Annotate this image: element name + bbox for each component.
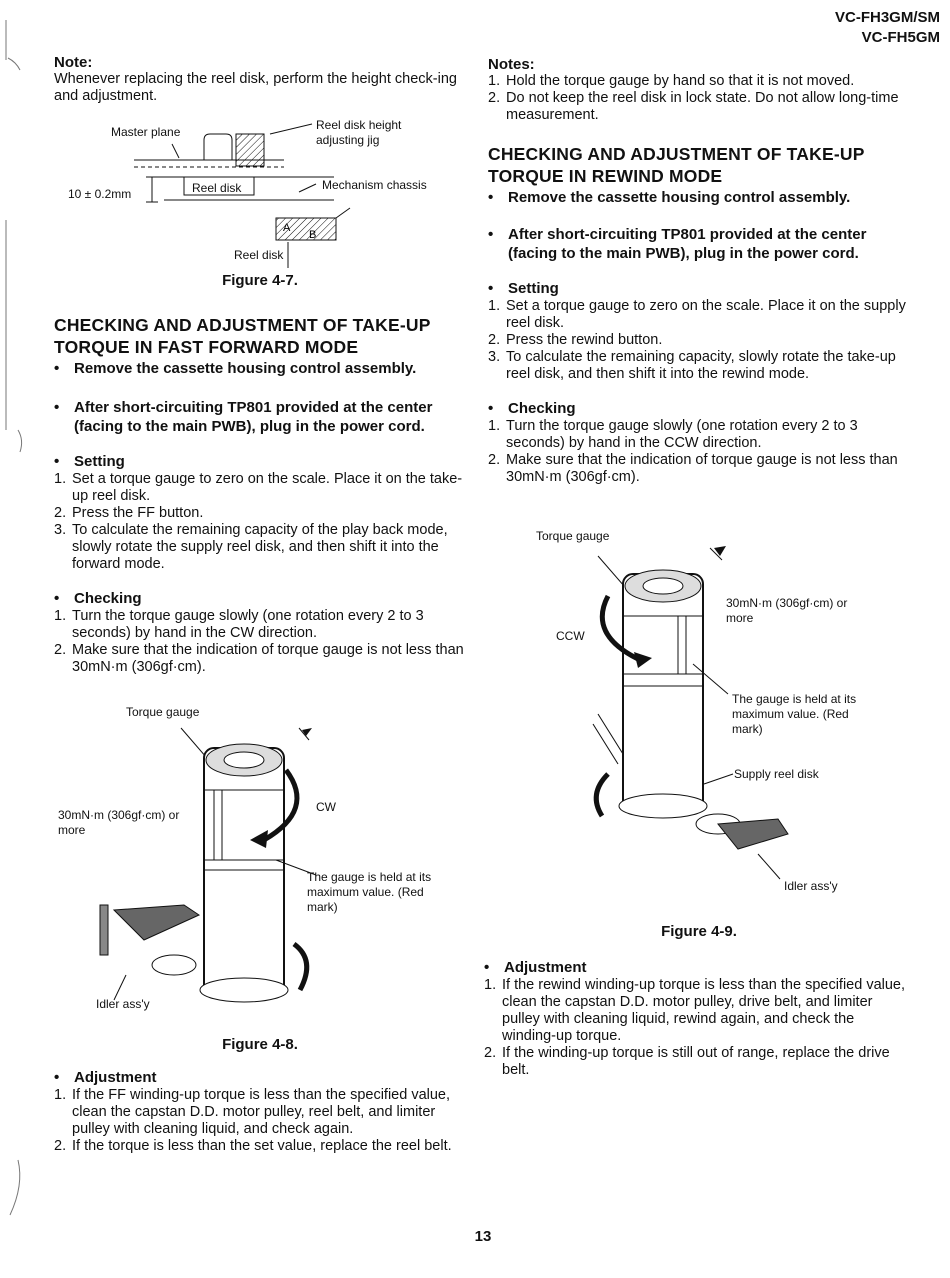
adjustment-step-1: 1. If the rewind winding-up torque is less than the specified value, clean the capstan D.D. motor pulley, drive belt, and limiter pulley with cleaning liquid, rewind again, and check the winding-up torque. xyxy=(484,977,906,1044)
checking-step-1: 1. Turn the torque gauge slowly (one rotation every 2 to 3 seconds) by hand in the CCW direction. xyxy=(488,418,858,451)
held-label: The gauge is held at its maximum value. (Red mark) xyxy=(307,870,432,914)
binding-marks xyxy=(0,0,30,1278)
setting-step-3: 3. To calculate the remaining capacity, slowly rotate the take-up reel disk, and then shift it into the rewind mode. xyxy=(488,349,896,382)
note-1: 1. Hold the torque gauge by hand so that it is not moved. xyxy=(488,73,855,89)
bullet-text: Remove the cassette housing control assembly. xyxy=(508,189,851,206)
cw-label: CW xyxy=(316,800,336,814)
mechanism-chassis-label: Mechanism chassis xyxy=(322,178,427,192)
setting-title: • Setting xyxy=(54,453,125,470)
note-title: Note: xyxy=(54,54,93,71)
notes-title: Notes: xyxy=(488,56,535,73)
step-text: Set a torque gauge to zero on the scale. Place it on the take-up reel disk. xyxy=(72,471,463,504)
figure-4-7 xyxy=(54,110,466,290)
bullet-text: Remove the cassette housing control assembly. xyxy=(74,360,417,377)
torque-gauge-cw-illustration xyxy=(54,700,466,1020)
checking-title-text: Checking xyxy=(508,400,576,417)
supply-reel-disk-label: Supply reel disk xyxy=(734,767,819,781)
torque-gauge-label: Torque gauge xyxy=(126,705,200,719)
step-text: If the FF winding-up torque is less than the specified value, clean the capstan D.D. motor pulley, reel belt, and limiter pulley with cleaning liquid, and check again. xyxy=(72,1087,451,1137)
adjustment-step-2: 2. If the winding-up torque is still out of range, replace the drive belt. xyxy=(484,1045,890,1078)
section-title-ff: CHECKING AND ADJUSTMENT OF TAKE-UP TORQUE IN FAST FORWARD MODE xyxy=(54,315,431,357)
reel-disk-label: Reel disk xyxy=(234,248,284,262)
torque-gauge-label: Torque gauge xyxy=(536,529,610,543)
checking-title: • Checking xyxy=(488,400,576,417)
left-column xyxy=(54,54,466,105)
dimension-label: 10 ± 0.2mm xyxy=(68,187,132,201)
model-number-1: VC-FH3GM/SM xyxy=(835,9,940,26)
checking-title: • Checking xyxy=(54,590,142,607)
right-adjustment xyxy=(484,958,910,1079)
page-number: 13 xyxy=(474,1228,492,1245)
setting-step-2: 2. Press the rewind button. xyxy=(488,332,663,348)
adjustment-title-text: Adjustment xyxy=(74,1069,157,1086)
step-text: Turn the torque gauge slowly (one rotation every 2 to 3 seconds) by hand in the CW direction. xyxy=(72,608,424,641)
step-text: To calculate the remaining capacity of the play back mode, slowly rotate the supply reel disk, and then shift it into the forward mode. xyxy=(72,522,448,572)
step-text: Set a torque gauge to zero on the scale. Place it on the supply reel disk. xyxy=(506,298,906,331)
setting-title-text: Setting xyxy=(74,453,125,470)
bullet-text: After short-circuiting TP801 provided at the center (facing to the main PWB), plug in the power cord. xyxy=(508,226,867,262)
idler-label: Idler ass'y xyxy=(784,879,838,893)
note-text: Do not keep the reel disk in lock state. Do not allow long-time measurement. xyxy=(506,90,899,123)
bullet-remove-housing: • Remove the cassette housing control assembly. xyxy=(488,189,851,206)
step-text: Press the FF button. xyxy=(72,505,204,521)
setting-step-1: 1. Set a torque gauge to zero on the scale. Place it on the take-up reel disk. xyxy=(54,471,463,504)
step-text: Make sure that the indication of torque gauge is not less than 30mN·m (306gf·cm). xyxy=(506,452,898,485)
label-b: B xyxy=(309,229,317,241)
reel-disk-box-label: Reel disk xyxy=(192,181,242,195)
master-plane-label: Master plane xyxy=(111,125,181,139)
adjustment-step-1: 1. If the FF winding-up torque is less than the specified value, clean the capstan D.D. motor pulley, reel belt, and limiter pulley with cleaning liquid, and check again. xyxy=(54,1087,451,1137)
label-a: A xyxy=(283,222,291,234)
model-number-2: VC-FH5GM xyxy=(861,29,940,46)
step-text: Turn the torque gauge slowly (one rotation every 2 to 3 seconds) by hand in the CCW direction. xyxy=(506,418,858,451)
step-text: If the rewind winding-up torque is less than the specified value, clean the capstan D.D. motor pulley, drive belt, and limiter pulley with cleaning liquid, rewind again, and check the winding-up torque. xyxy=(502,977,906,1044)
step-text: If the torque is less than the set value, replace the reel belt. xyxy=(72,1138,452,1154)
checking-step-1: 1. Turn the torque gauge slowly (one rotation every 2 to 3 seconds) by hand in the CW direction. xyxy=(54,608,424,641)
adjustment-title-text: Adjustment xyxy=(504,959,587,976)
setting-title-text: Setting xyxy=(508,280,559,297)
jig-label: Reel disk height adjusting jig xyxy=(316,118,402,147)
bullet-remove-housing: • Remove the cassette housing control assembly. xyxy=(54,360,417,377)
value-label: 30mN·m (306gf·cm) or more xyxy=(726,596,848,625)
idler-label: Idler ass'y xyxy=(96,997,150,1011)
setting-step-3: 3. To calculate the remaining capacity of the play back mode, slowly rotate the supply reel disk, and then shift it into the forward mode. xyxy=(54,522,448,572)
step-text: Press the rewind button. xyxy=(506,332,663,348)
note-text: Hold the torque gauge by hand so that it is not moved. xyxy=(506,73,855,89)
adjustment-title: • Adjustment xyxy=(54,1069,157,1086)
checking-step-2: 2. Make sure that the indication of torque gauge is not less than 30mN·m (306gf·cm). xyxy=(488,452,898,485)
note-text: Whenever replacing the reel disk, perform the height check-ing and adjustment. xyxy=(54,71,457,104)
figure-4-7-caption: Figure 4-7. xyxy=(222,272,298,289)
left-adjustment xyxy=(54,1068,466,1155)
figure-4-8 xyxy=(54,700,466,1060)
bullet-text: After short-circuiting TP801 provided at the center (facing to the main PWB), plug in the power cord. xyxy=(74,399,433,435)
setting-step-2: 2. Press the FF button. xyxy=(54,505,204,521)
adjustment-step-2: 2. If the torque is less than the set value, replace the reel belt. xyxy=(54,1138,452,1154)
figure-4-9 xyxy=(488,524,910,944)
step-text: If the winding-up torque is still out of range, replace the drive belt. xyxy=(502,1045,890,1078)
step-text: Make sure that the indication of torque gauge is not less than 30mN·m (306gf·cm). xyxy=(72,642,464,675)
adjustment-title: • Adjustment xyxy=(484,959,587,976)
left-section xyxy=(54,314,466,676)
section-title-rewind: CHECKING AND ADJUSTMENT OF TAKE-UP TORQUE IN REWIND MODE xyxy=(488,144,865,186)
bullet-short-circuit: • After short-circuiting TP801 provided at the center (facing to the main PWB), plug in the power cord. xyxy=(54,399,433,435)
held-label: The gauge is held at its maximum value. (Red mark) xyxy=(732,692,857,736)
checking-step-2: 2. Make sure that the indication of torque gauge is not less than 30mN·m (306gf·cm). xyxy=(54,642,464,675)
setting-step-1: 1. Set a torque gauge to zero on the scale. Place it on the supply reel disk. xyxy=(488,298,906,331)
value-label: 30mN·m (306gf·cm) or more xyxy=(58,808,180,837)
note-2: 2. Do not keep the reel disk in lock state. Do not allow long-time measurement. xyxy=(488,90,899,123)
setting-title: • Setting xyxy=(488,280,559,297)
ccw-label: CCW xyxy=(556,629,585,643)
checking-title-text: Checking xyxy=(74,590,142,607)
bullet-short-circuit: • After short-circuiting TP801 provided at the center (facing to the main PWB), plug in the power cord. xyxy=(488,226,867,262)
step-text: To calculate the remaining capacity, slowly rotate the take-up reel disk, and then shift it into the rewind mode. xyxy=(506,349,896,382)
figure-4-9-caption: Figure 4-9. xyxy=(661,923,737,940)
right-column xyxy=(488,56,910,486)
figure-4-8-caption: Figure 4-8. xyxy=(222,1036,298,1053)
